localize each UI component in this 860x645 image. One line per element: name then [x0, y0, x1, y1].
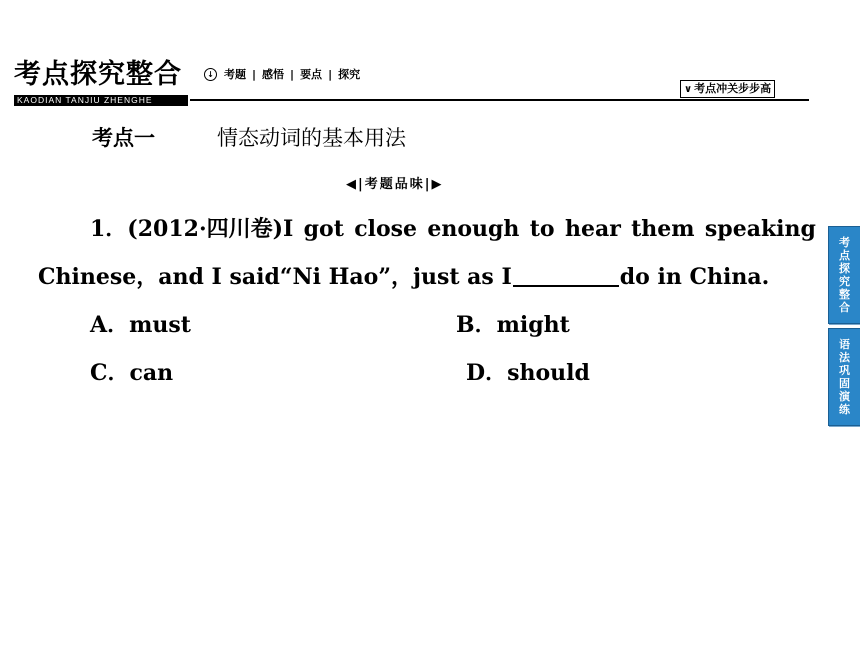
section-title: 情态动词的基本用法 [217, 126, 406, 150]
triangle-right-icon: ▶ [431, 177, 444, 192]
side-tab-char: 合 [839, 301, 850, 314]
side-tab-yufa-gonggu[interactable] [828, 328, 860, 426]
question-line-1 [90, 214, 816, 244]
side-tab-char: 究 [839, 275, 850, 288]
step-up-button[interactable] [680, 80, 775, 98]
side-tab-char: 整 [839, 288, 850, 301]
header-title: 考点探究整合 [14, 59, 182, 90]
header-nav [204, 66, 360, 82]
step-up-label: 考点冲关步步高 [694, 82, 772, 95]
down-arrow-icon: ↓ [204, 68, 217, 81]
section-heading [92, 124, 406, 152]
question-word: to [529, 216, 555, 242]
subhead-bar-left: | [358, 177, 365, 192]
side-tab-kaodian-tanjiu[interactable] [828, 226, 860, 324]
nav-separator: | [328, 67, 333, 81]
side-tab-char: 考 [839, 236, 850, 249]
answer-blank [513, 263, 619, 287]
header-divider [190, 99, 809, 101]
side-tab-char: 探 [839, 262, 850, 275]
side-tab-char: 点 [839, 249, 850, 262]
triangle-left-icon: ◀ [346, 177, 358, 192]
nav-separator: | [290, 67, 295, 81]
side-tab-char: 练 [839, 403, 850, 416]
option-b[interactable]: B．might [456, 312, 570, 338]
option-c[interactable]: C．can [90, 360, 174, 386]
question-text-before-blank: Chinese，and I said“Ni Hao”，just as I [38, 264, 512, 290]
option-a[interactable]: A．must [90, 312, 191, 338]
question-word: them [631, 216, 695, 242]
side-tab-char: 演 [839, 390, 850, 403]
nav-item-kaoti[interactable]: 考题 [224, 68, 246, 81]
question-text-after-blank: do in China. [619, 264, 770, 290]
section-number: 考点一 [92, 126, 155, 150]
subhead-bar-right: | [424, 177, 432, 192]
subhead [346, 176, 444, 194]
side-tab-char: 巩 [839, 364, 850, 377]
question-word: enough [427, 216, 520, 242]
question-word: speaking [704, 216, 816, 242]
subhead-label: 考题品味 [364, 177, 425, 192]
option-d[interactable]: D．should [466, 360, 590, 386]
question-word: hear [564, 216, 621, 242]
question-line-2 [38, 262, 769, 292]
question-word: close [354, 216, 418, 242]
chevron-down-icon: ∨ [684, 84, 693, 95]
side-tab-char: 固 [839, 377, 850, 390]
header-pinyin: KAODIAN TANJIU ZHENGHE [14, 95, 188, 106]
nav-separator: | [252, 67, 257, 81]
nav-item-ganwu[interactable]: 感悟 [262, 68, 285, 81]
side-tab-char: 语 [839, 338, 850, 351]
question-word: 1．(2012·四川卷)I [90, 216, 294, 242]
nav-item-yaodian[interactable]: 要点 [300, 68, 323, 81]
side-tab-char: 法 [839, 351, 850, 364]
question-word: got [303, 216, 344, 242]
nav-item-tanjiu[interactable]: 探究 [338, 68, 361, 81]
